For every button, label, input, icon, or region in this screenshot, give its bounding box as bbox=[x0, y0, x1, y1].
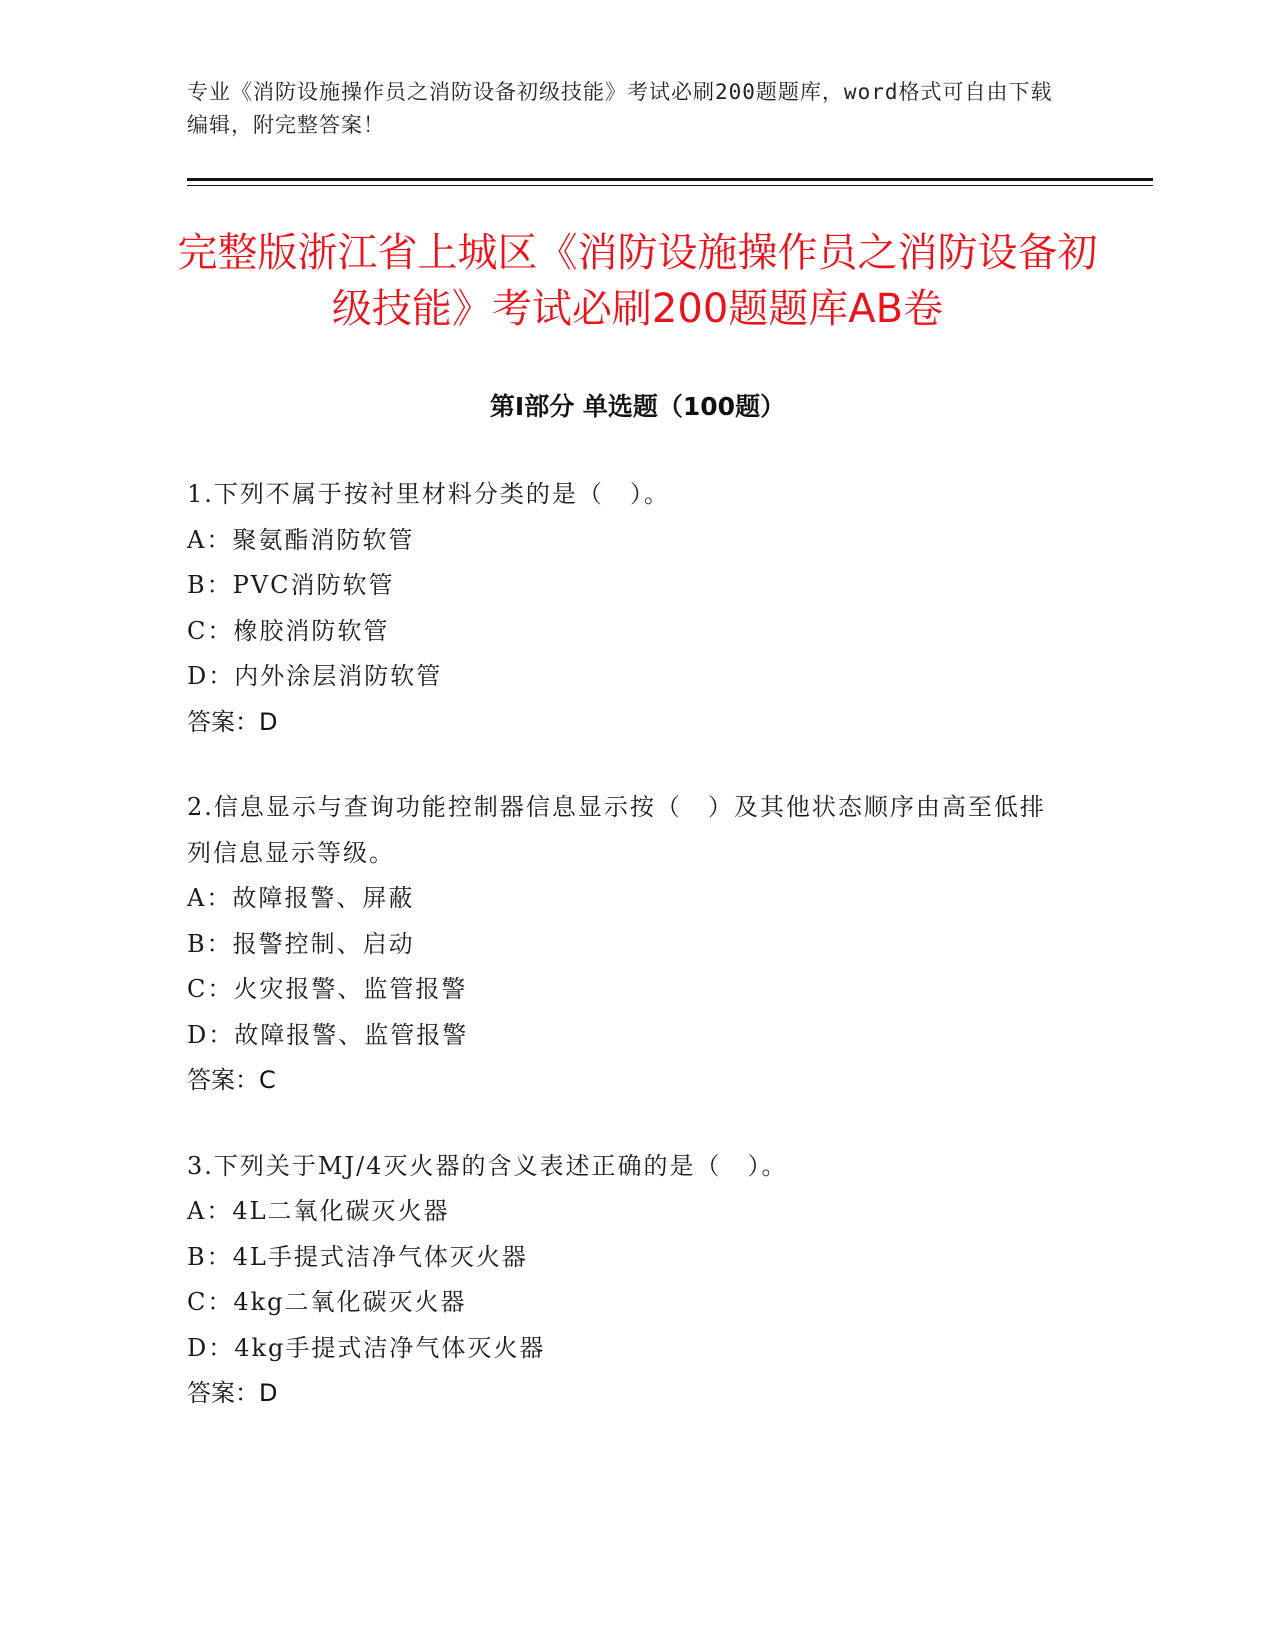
question-stem: 2.信息显示与查询功能控制器信息显示按（ ）及其他状态顺序由高至低排列信息显示等级。 bbox=[187, 793, 1046, 867]
option-d: D：故障报警、监管报警 bbox=[187, 1020, 469, 1049]
question-2 bbox=[187, 785, 1067, 1104]
option-a: A：聚氨酯消防软管 bbox=[187, 525, 415, 554]
section-title: 第I部分 单选题（100题） bbox=[489, 392, 786, 421]
option-c: C：4kg二氧化碳灭火器 bbox=[187, 1288, 467, 1316]
option-a: A：4L二氧化碳灭火器 bbox=[187, 1197, 450, 1225]
option-b: B：PVC消防软管 bbox=[187, 571, 395, 599]
header-rule-thin bbox=[187, 185, 1153, 186]
question-stem: 3.下列关于MJ/4灭火器的含义表述正确的是（ ）。 bbox=[187, 1151, 788, 1180]
header-note: 专业《消防设施操作员之消防设备初级技能》考试必刷200题题库，word格式可自由下载编辑，附完整答案！ bbox=[187, 80, 1053, 137]
option-c: C：橡胶消防软管 bbox=[187, 616, 390, 645]
option-d: D：内外涂层消防软管 bbox=[187, 662, 443, 690]
question-1 bbox=[187, 472, 1067, 745]
option-a: A：故障报警、屏蔽 bbox=[187, 884, 415, 912]
option-d: D：4kg手提式洁净气体灭火器 bbox=[187, 1333, 546, 1362]
answer: 答案：D bbox=[187, 707, 278, 736]
question-3 bbox=[187, 1144, 1067, 1417]
question-stem: 1.下列不属于按衬里材料分类的是（ ）。 bbox=[187, 480, 670, 508]
option-b: B：报警控制、启动 bbox=[187, 929, 415, 958]
answer: 答案：C bbox=[187, 1066, 276, 1094]
document-title: 完整版浙江省上城区《消防设施操作员之消防设备初级技能》考试必刷200题题库AB卷 bbox=[177, 230, 1098, 332]
answer: 答案：D bbox=[187, 1379, 278, 1407]
option-c: C：火灾报警、监管报警 bbox=[187, 975, 468, 1003]
option-b: B：4L手提式洁净气体灭火器 bbox=[187, 1242, 528, 1271]
header-rule-thick bbox=[187, 178, 1153, 181]
question-list bbox=[187, 472, 1067, 1457]
